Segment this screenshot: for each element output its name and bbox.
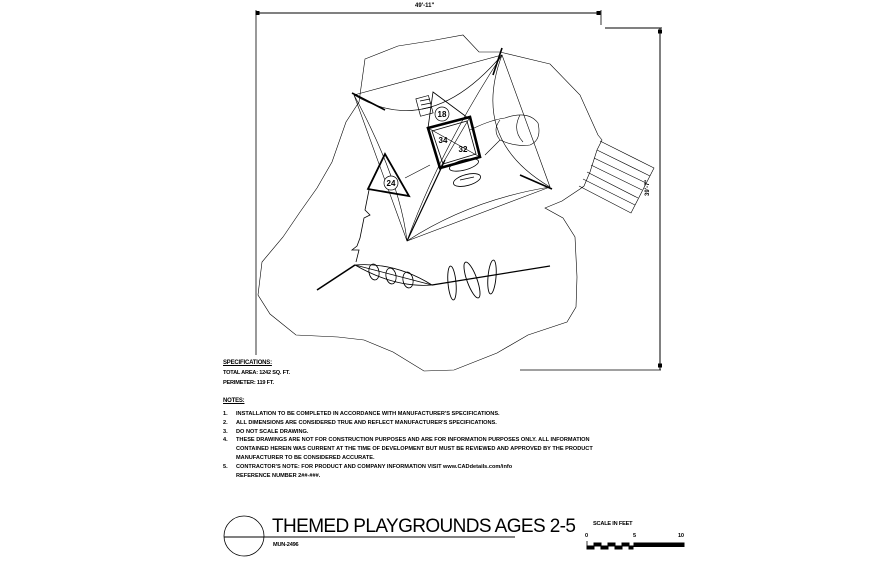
scale-tick-0: 0 — [585, 533, 588, 539]
height-dimension-label: 39'-7" — [645, 179, 651, 196]
callout-label: 34 — [438, 136, 448, 145]
width-dimension — [256, 10, 601, 355]
specifications-heading: SPECIFICATIONS: — [223, 360, 272, 366]
note-number: 3. — [223, 428, 228, 435]
drawing-title: THEMED PLAYGROUNDS AGES 2-5 — [272, 516, 576, 537]
side-deck — [368, 154, 430, 196]
scale-tick-10: 10 — [678, 533, 684, 539]
note-text: MANUFACTURER TO BE CONSIDERED ACCURATE. — [236, 454, 375, 461]
callout-label: 32 — [458, 145, 468, 154]
note-text: CONTRACTOR'S NOTE: FOR PRODUCT AND COMPANY INFORMATION VISIT www.CADdetails.com/info — [236, 463, 513, 470]
note-item — [223, 463, 593, 481]
note-text: DO NOT SCALE DRAWING. — [236, 428, 309, 435]
scale-label: SCALE IN FEET — [593, 521, 633, 527]
drawing-number: MUN-2496 — [273, 542, 299, 548]
scale-tick-5: 5 — [633, 533, 636, 539]
callout-markers — [384, 107, 449, 190]
note-number: 5. — [223, 463, 228, 470]
note-text: THESE DRAWINGS ARE NOT FOR CONSTRUCTION PURPOSES AND ARE FOR INFORMATION PURPOSES ONLY. ALL INFORMATION — [236, 437, 590, 444]
surfacing-boundary — [258, 35, 602, 371]
climbing-chain — [352, 190, 370, 262]
note-item — [223, 410, 593, 419]
total-area: TOTAL AREA: 1242 SQ. FT. — [223, 370, 290, 376]
main-deck — [428, 117, 480, 168]
callout-label: 18 — [437, 110, 447, 119]
note-item — [223, 419, 593, 428]
perimeter: PERIMETER: 119 FT. — [223, 380, 274, 386]
callout-label: 24 — [386, 179, 396, 188]
note-text: INSTALLATION TO BE COMPLETED IN ACCORDANCE WITH MANUFACTURER'S SPECIFICATIONS. — [236, 411, 500, 417]
tube-slide — [470, 115, 539, 155]
note-text: ALL DIMENSIONS ARE CONSIDERED TRUE AND REFLECT MANUFACTURER'S SPECIFICATIONS. — [236, 419, 497, 426]
note-number: 1. — [223, 411, 228, 417]
height-dimension — [520, 28, 662, 370]
note-item — [223, 428, 593, 437]
notes-list — [223, 410, 593, 480]
note-number: 2. — [223, 419, 228, 426]
width-dimension-label: 49'-11" — [415, 3, 435, 9]
shade-canopy — [352, 48, 552, 241]
note-text: CONTAINED HEREIN WAS CURRENT AT THE TIME OF DEVELOPMENT BUT MUST BE REVIEWED AND APPROVED BY THE PRODUCT — [236, 446, 593, 453]
notes-heading: NOTES: — [223, 398, 245, 404]
boat-climber — [317, 263, 550, 290]
note-number: 4. — [223, 437, 228, 444]
spinner-discs — [447, 260, 498, 301]
ramp-steps — [579, 141, 654, 213]
note-text: REFERENCE NUMBER 2##-###. — [236, 472, 321, 479]
scale-bar-graphic — [587, 541, 684, 549]
note-item — [223, 436, 593, 462]
